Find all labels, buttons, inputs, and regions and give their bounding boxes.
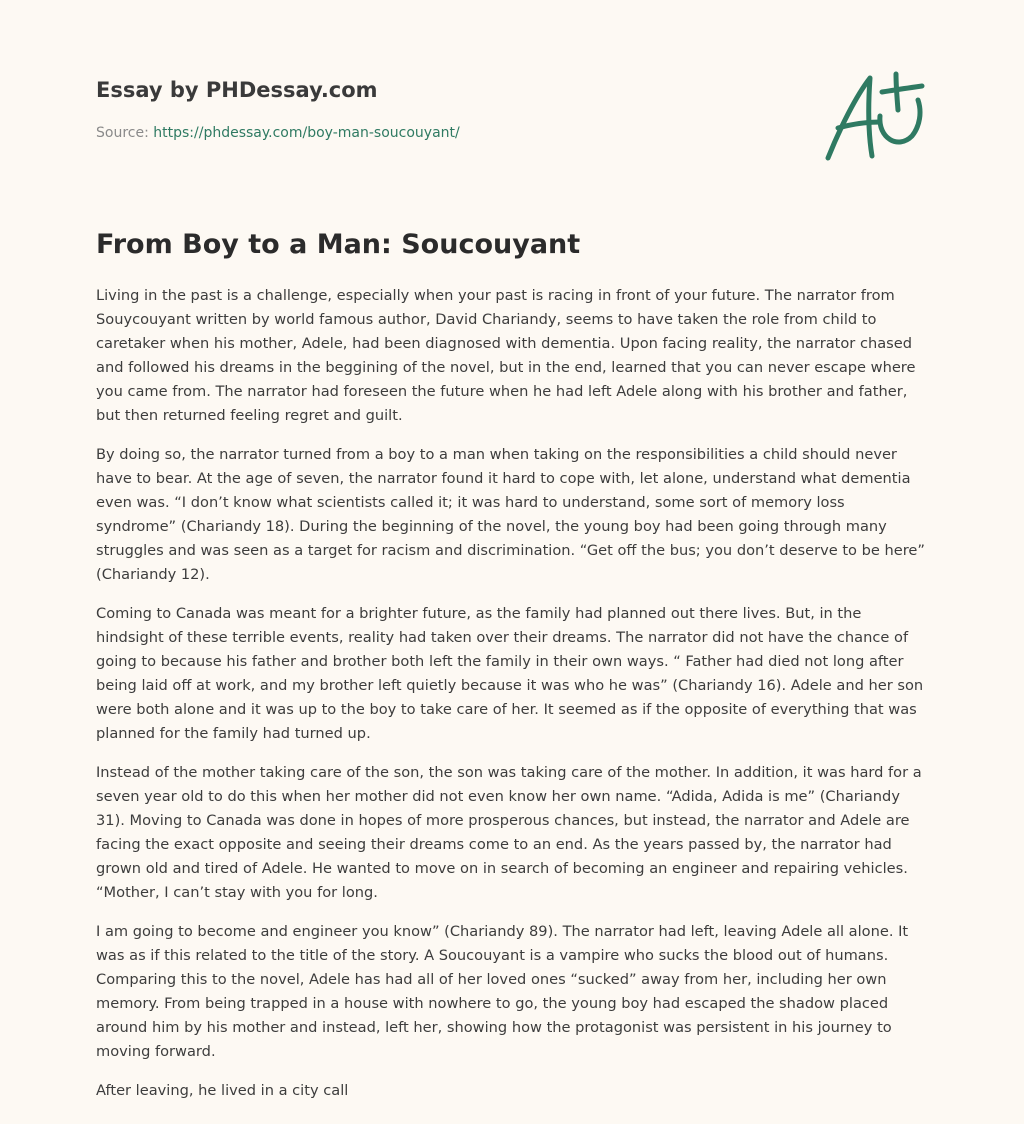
a-plus-logo-svg: [818, 66, 928, 166]
article-paragraph: Coming to Canada was meant for a brighter future, as the family had planned out there lives. But, in the hindsight of these terrible events, reality had taken over their dreams. The narrator did not have the chance of going to because his father and brother both left the family in their own ways. “ Father had died not long after being laid off at work, and my brother left quietly because it was who he was” (Chariandy 16). Adele and her son were both alone and it was up to the boy to take care of her. It seemed as if the opposite of everything that was planned for the family had turned up.: [96, 605, 924, 742]
article-paragraph: After leaving, he lived in a city call: [96, 1082, 349, 1099]
source-link[interactable]: https://phdessay.com/boy-man-soucouyant/: [153, 125, 460, 141]
article-paragraph: Living in the past is a challenge, especially when your past is racing in front of your future. The narrator from Souycouyant written by world famous author, David Chariandy, seems to have taken the role from child to caretaker when his mother, Adele, had been diagnosed with dementia. Upon facing reality, the narrator chased and followed his dreams in the beggining of the novel, but in the end, learned that you can never escape where you came from. The narrator had foreseen the future when he had left Adele along with his brother and father, but then returned feeling regret and guilt.: [96, 287, 916, 424]
article-title: From Boy to a Man: Soucouyant: [96, 229, 581, 260]
article-paragraph: Instead of the mother taking care of the son, the son was taking care of the mother. In addition, it was hard for a seven year old to do this when her mother did not even know her own name. “Adida, Adida is me” (Chariandy 31). Moving to Canada was done in hopes of more prosperous chances, but instead, the narrator and Adele are facing the exact opposite and seeing their dreams come to an end. As the years passed by, the narrator had grown old and tired of Adele. He wanted to move on in search of becoming an engineer and repairing vehicles. “Mother, I can’t stay with you for long.: [96, 764, 922, 901]
article-body: [96, 284, 926, 1118]
site-brand: Essay by PHDessay.com: [96, 78, 378, 102]
article-paragraph: I am going to become and engineer you know” (Chariandy 89). The narrator had left, leaving Adele all alone. It was as if this related to the title of the story. A Soucouyant is a vampire who sucks the blood out of humans. Comparing this to the novel, Adele has had all of her loved ones “sucked” away from her, including her own memory. From being trapped in a house with nowhere to go, the young boy had escaped the shadow placed around him by his mother and instead, left her, showing how the protagonist was persistent in his journey to moving forward.: [96, 923, 909, 1060]
page-header: [96, 76, 796, 142]
source-line: [96, 124, 796, 142]
source-label: Source:: [96, 125, 154, 141]
article-paragraph: By doing so, the narrator turned from a boy to a man when taking on the responsibilities a child should never have to bear. At the age of seven, the narrator found it hard to cope with, let alone, understand what dementia even was. “I don’t know what scientists called it; it was hard to understand, some sort of memory loss syndrome” (Chariandy 18). During the beginning of the novel, the young boy had been going through many struggles and was seen as a target for racism and discrimination. “Get off the bus; you don’t deserve to be here” (Chariandy 12).: [96, 446, 925, 583]
a-plus-logo-icon: [818, 66, 928, 166]
